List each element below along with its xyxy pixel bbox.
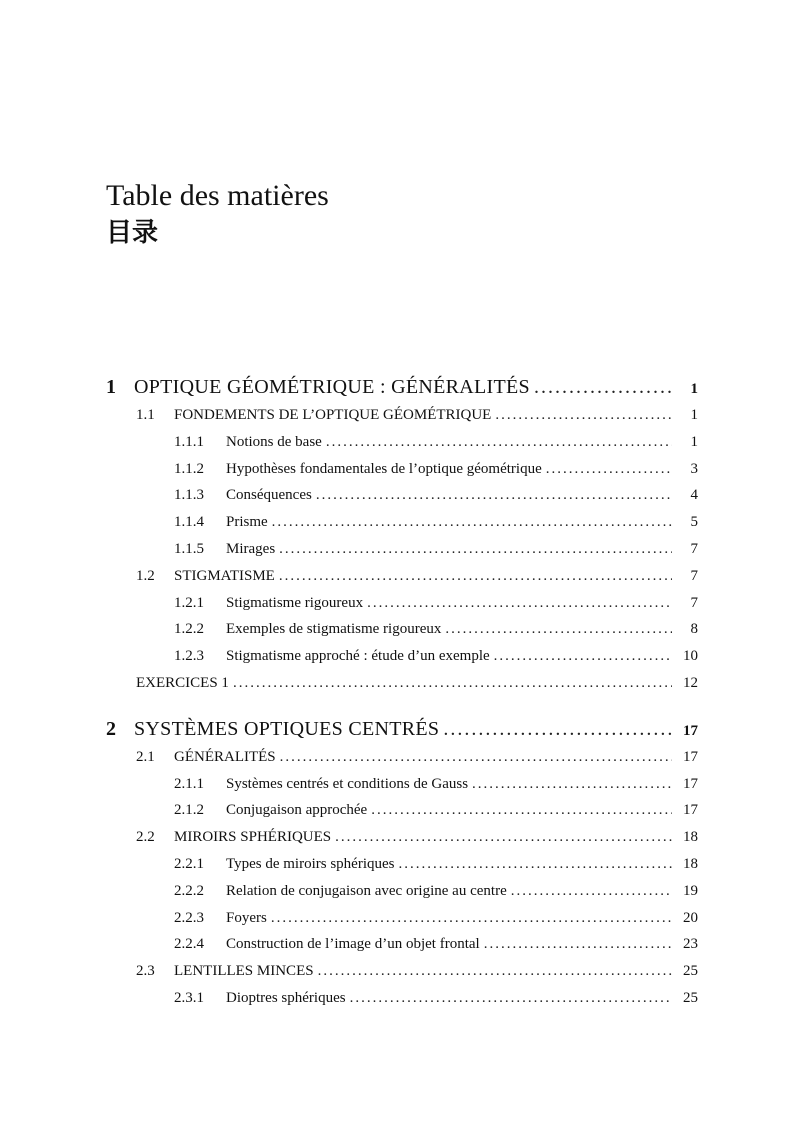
toc-entry-title[interactable]: Foyers bbox=[226, 909, 267, 926]
dot-leader bbox=[279, 536, 672, 563]
toc-entry-number: 1.1 bbox=[136, 407, 155, 423]
toc-entry-title[interactable]: Relation de conjugaison avec origine au centre bbox=[226, 882, 507, 899]
page-title-chinese: 目录 bbox=[106, 218, 159, 248]
toc-page-number[interactable]: 4 bbox=[690, 487, 698, 504]
dot-leader bbox=[445, 616, 672, 643]
toc-entry-number: 1.2.2 bbox=[174, 621, 204, 638]
toc-page-number[interactable]: 25 bbox=[683, 963, 698, 980]
toc-entry-number: 2.2.2 bbox=[174, 882, 204, 899]
toc-subsection-row[interactable] bbox=[106, 616, 698, 643]
toc-entry-title[interactable]: STIGMATISME bbox=[174, 567, 275, 584]
dot-leader bbox=[472, 771, 672, 798]
toc-page-number[interactable]: 3 bbox=[690, 460, 698, 477]
toc-entry-title[interactable]: Prisme bbox=[226, 514, 268, 531]
toc-page-number[interactable]: 18 bbox=[683, 829, 698, 846]
toc-section-row[interactable] bbox=[106, 958, 698, 985]
toc-subsection-row[interactable] bbox=[106, 931, 698, 958]
toc-page-number[interactable]: 8 bbox=[690, 621, 698, 638]
toc-page-number[interactable]: 19 bbox=[683, 882, 698, 899]
toc-entry-number: 1.1.1 bbox=[174, 433, 204, 450]
toc-subsection-row[interactable] bbox=[106, 878, 698, 905]
toc-entry-title[interactable]: Conséquences bbox=[226, 487, 312, 504]
toc-subsection-row[interactable] bbox=[106, 536, 698, 563]
toc-entry-title[interactable]: Exemples de stigmatisme rigoureux bbox=[226, 621, 442, 638]
dot-leader bbox=[271, 905, 672, 932]
toc-entry-number: 2.2.4 bbox=[174, 936, 204, 953]
toc-page-number[interactable]: 7 bbox=[690, 540, 698, 557]
toc-page-number[interactable]: 23 bbox=[683, 936, 698, 953]
toc-entry-title[interactable]: Types de miroirs sphériques bbox=[226, 855, 395, 872]
toc-entry-number: 1.1.4 bbox=[174, 514, 204, 531]
toc-entry-title[interactable]: FONDEMENTS DE L’OPTIQUE GÉOMÉTRIQUE bbox=[174, 407, 492, 423]
toc-entry-number: 1.2 bbox=[136, 567, 155, 584]
toc-entry-title[interactable]: MIROIRS SPHÉRIQUES bbox=[174, 829, 332, 846]
toc-entry-title[interactable]: OPTIQUE GÉOMÉTRIQUE : GÉNÉRALITÉS bbox=[134, 376, 530, 398]
toc-entry-number: 2.2.1 bbox=[174, 855, 204, 872]
toc-entry-number: 2.1 bbox=[136, 748, 155, 765]
toc-section-row[interactable] bbox=[106, 563, 698, 590]
toc-entry-number: 2 bbox=[106, 717, 116, 740]
dot-leader bbox=[335, 824, 672, 851]
toc-page-number[interactable]: 17 bbox=[683, 775, 698, 792]
dot-leader bbox=[371, 797, 672, 824]
toc-entry-title[interactable]: EXERCICES 1 bbox=[136, 674, 229, 691]
toc-section-row[interactable] bbox=[106, 744, 698, 771]
page-title: Table des matières bbox=[106, 179, 329, 212]
dot-leader bbox=[511, 878, 672, 905]
toc-entry-number: 2.1.2 bbox=[174, 802, 204, 819]
toc-entry-title[interactable]: Stigmatisme approché : étude d’un exemple bbox=[226, 648, 490, 665]
dot-leader bbox=[484, 931, 672, 958]
toc-entry-number: 2.3 bbox=[136, 963, 155, 980]
toc-page-number[interactable]: 1 bbox=[690, 433, 698, 450]
dot-leader bbox=[494, 643, 672, 670]
toc-subsection-row[interactable] bbox=[106, 643, 698, 670]
toc-entry-title[interactable]: SYSTÈMES OPTIQUES CENTRÉS bbox=[134, 717, 440, 740]
toc-page-number[interactable]: 17 bbox=[683, 748, 698, 765]
toc-subsection-row[interactable] bbox=[106, 985, 698, 1012]
dot-leader bbox=[546, 456, 672, 483]
toc-page-number[interactable]: 17 bbox=[683, 722, 698, 739]
dot-leader bbox=[326, 429, 672, 456]
toc-page-number[interactable]: 12 bbox=[683, 674, 698, 691]
dot-leader bbox=[350, 985, 672, 1012]
toc-page-number[interactable]: 18 bbox=[683, 855, 698, 872]
toc-entry-number: 2.2 bbox=[136, 829, 155, 846]
toc-exercise-row[interactable] bbox=[106, 670, 698, 697]
dot-leader bbox=[279, 563, 672, 590]
toc-entry-number: 1.1.3 bbox=[174, 487, 204, 504]
toc-entry-title[interactable]: Notions de base bbox=[226, 433, 322, 450]
toc-entry-title[interactable]: LENTILLES MINCES bbox=[174, 963, 314, 980]
toc-subsection-row[interactable] bbox=[106, 482, 698, 509]
toc-page-number[interactable]: 10 bbox=[683, 648, 698, 665]
toc-page-number[interactable]: 17 bbox=[683, 802, 698, 819]
toc-entry-title[interactable]: Dioptres sphériques bbox=[226, 989, 346, 1006]
toc-section-row[interactable] bbox=[106, 402, 698, 429]
dot-leader bbox=[272, 509, 672, 536]
dot-leader bbox=[316, 482, 672, 509]
toc-chapter-row[interactable] bbox=[106, 372, 698, 402]
toc-page-number[interactable]: 7 bbox=[690, 567, 698, 584]
toc-entry-number: 1.2.3 bbox=[174, 648, 204, 665]
dot-leader bbox=[233, 670, 672, 697]
toc-entry-title[interactable]: Systèmes centrés et conditions de Gauss bbox=[226, 775, 469, 792]
dot-leader bbox=[367, 590, 672, 617]
toc-subsection-row[interactable] bbox=[106, 456, 698, 483]
dot-leader bbox=[280, 744, 672, 771]
dot-leader bbox=[534, 372, 672, 402]
toc-entry-title[interactable]: Conjugaison approchée bbox=[226, 802, 368, 819]
toc-section-row[interactable] bbox=[106, 824, 698, 851]
toc-page-number[interactable]: 25 bbox=[683, 989, 698, 1006]
dot-leader bbox=[443, 714, 672, 744]
toc-subsection-row[interactable] bbox=[106, 771, 698, 798]
toc-entry-number: 1.1.2 bbox=[174, 460, 204, 477]
toc-entry-title[interactable]: Construction de l’image d’un objet frontal bbox=[226, 936, 480, 953]
toc-entry-number: 1.2.1 bbox=[174, 594, 204, 611]
title-block bbox=[106, 178, 329, 250]
toc-subsection-row[interactable] bbox=[106, 590, 698, 617]
toc-page-number[interactable]: 7 bbox=[690, 594, 698, 611]
toc-page-number[interactable]: 1 bbox=[690, 381, 698, 397]
toc-page-number[interactable]: 1 bbox=[690, 407, 698, 423]
toc-entry-number: 2.1.1 bbox=[174, 775, 204, 792]
dot-leader bbox=[399, 851, 672, 878]
toc-entry-title[interactable]: Hypothèses fondamentales de l’optique géométrique bbox=[226, 460, 542, 477]
dot-leader bbox=[318, 958, 672, 985]
toc-subsection-row[interactable] bbox=[106, 851, 698, 878]
toc-entry-title[interactable]: Mirages bbox=[226, 540, 276, 557]
toc-subsection-row[interactable] bbox=[106, 509, 698, 536]
toc-page-number[interactable]: 20 bbox=[683, 909, 698, 926]
toc-entry-number: 2.3.1 bbox=[174, 989, 204, 1006]
toc-entry-number: 1.1.5 bbox=[174, 540, 204, 557]
toc-entry-number: 1 bbox=[106, 376, 116, 398]
toc-entry-title[interactable]: Stigmatisme rigoureux bbox=[226, 594, 364, 611]
table-of-contents bbox=[106, 372, 698, 1012]
toc-subsection-row[interactable] bbox=[106, 797, 698, 824]
toc-page-number[interactable]: 5 bbox=[690, 514, 698, 531]
dot-leader bbox=[495, 402, 672, 429]
toc-subsection-row[interactable] bbox=[106, 429, 698, 456]
toc-chapter-row[interactable] bbox=[106, 714, 698, 744]
toc-entry-number: 2.2.3 bbox=[174, 909, 204, 926]
toc-entry-title[interactable]: GÉNÉRALITÉS bbox=[174, 748, 276, 765]
toc-subsection-row[interactable] bbox=[106, 905, 698, 932]
